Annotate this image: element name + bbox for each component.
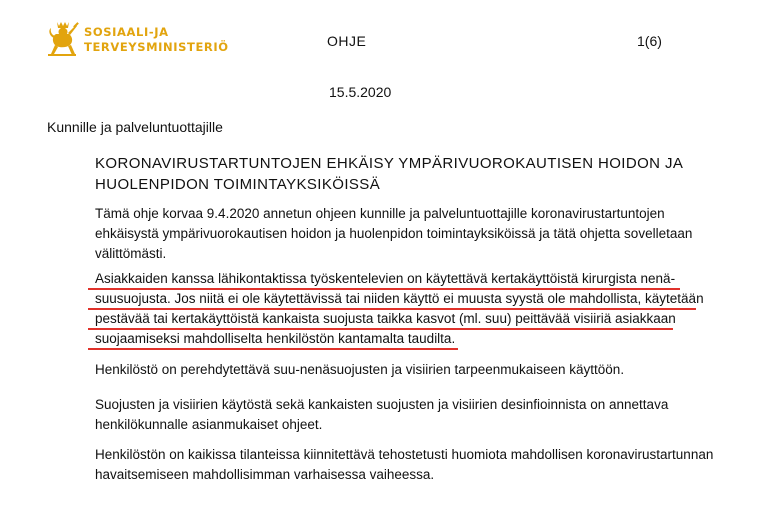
highlight-underline-4 xyxy=(88,348,458,350)
paragraph-disinfection-instructions: Suojusten ja visiirien käytöstä sekä kankaisten suojusten ja visiirien desinfioinnista on annettava henkilökunnalle asianmukaiset ohjeet. xyxy=(95,397,669,432)
document-title xyxy=(95,153,715,195)
highlight-underline-1 xyxy=(88,288,680,290)
mask-requirement-line4: suojaamiseksi mahdolliselta henkilöstön kantamalta taudilta. xyxy=(95,331,456,346)
mask-requirement-line2: suusuojusta. Jos niitä ei ole käytettävissä tai niiden käyttö ei muusta syystä ole mahdollista, käytetään xyxy=(95,291,704,306)
document-date: 15.5.2020 xyxy=(329,84,392,100)
paragraph-staff-training: Henkilöstö on perehdytettävä suu-nenäsuojusten ja visiirien tarpeenmukaiseen käyttöön. xyxy=(95,362,625,377)
highlight-underline-3 xyxy=(88,328,673,330)
mask-requirement-line3: pestävää tai kertakäyttöistä kankaista suojusta taikka kasvot (ml. suu) peittävää visiiriä asiakkaan xyxy=(95,311,676,326)
document-type: OHJE xyxy=(327,33,367,49)
ministry-name-line1: SOSIAALI-JA xyxy=(84,25,169,39)
highlight-underline-2 xyxy=(88,308,696,310)
lion-coat-of-arms-icon xyxy=(46,20,80,58)
page-number: 1(6) xyxy=(637,33,662,49)
ministry-name-line2: TERVEYSMINISTERIÖ xyxy=(84,40,229,54)
ministry-logo xyxy=(46,20,229,58)
paragraph-early-detection: Henkilöstön on kaikissa tilanteissa kiinnitettävä tehostetusti huomiota mahdollisen koronavirustartunnan havaitsemiseen mahdollisimman varhaisessa vaiheessa. xyxy=(95,447,714,482)
document-title-line1: KORONAVIRUSTARTUNTOJEN EHKÄISY YMPÄRIVUOROKAUTISEN HOIDON JA xyxy=(95,155,684,172)
mask-requirement-line1: Asiakkaiden kanssa lähikontaktissa työskentelevien on käytettävä kertakäyttöistä kirurgista nenä- xyxy=(95,271,676,286)
document-title-line2: HUOLENPIDON TOIMINTAYKSIKÖISSÄ xyxy=(95,176,381,193)
paragraph-replacement-notice: Tämä ohje korvaa 9.4.2020 annetun ohjeen kunnille ja palveluntuottajille koronavirustartuntojen ehkäisystä ympärivuorokautisen hoidon ja huolenpidon toimintayksiköissä ja tätä ohjetta sovelletaan välittömästi. xyxy=(95,206,693,261)
ministry-name xyxy=(84,25,229,55)
recipient: Kunnille ja palveluntuottajille xyxy=(47,119,223,135)
